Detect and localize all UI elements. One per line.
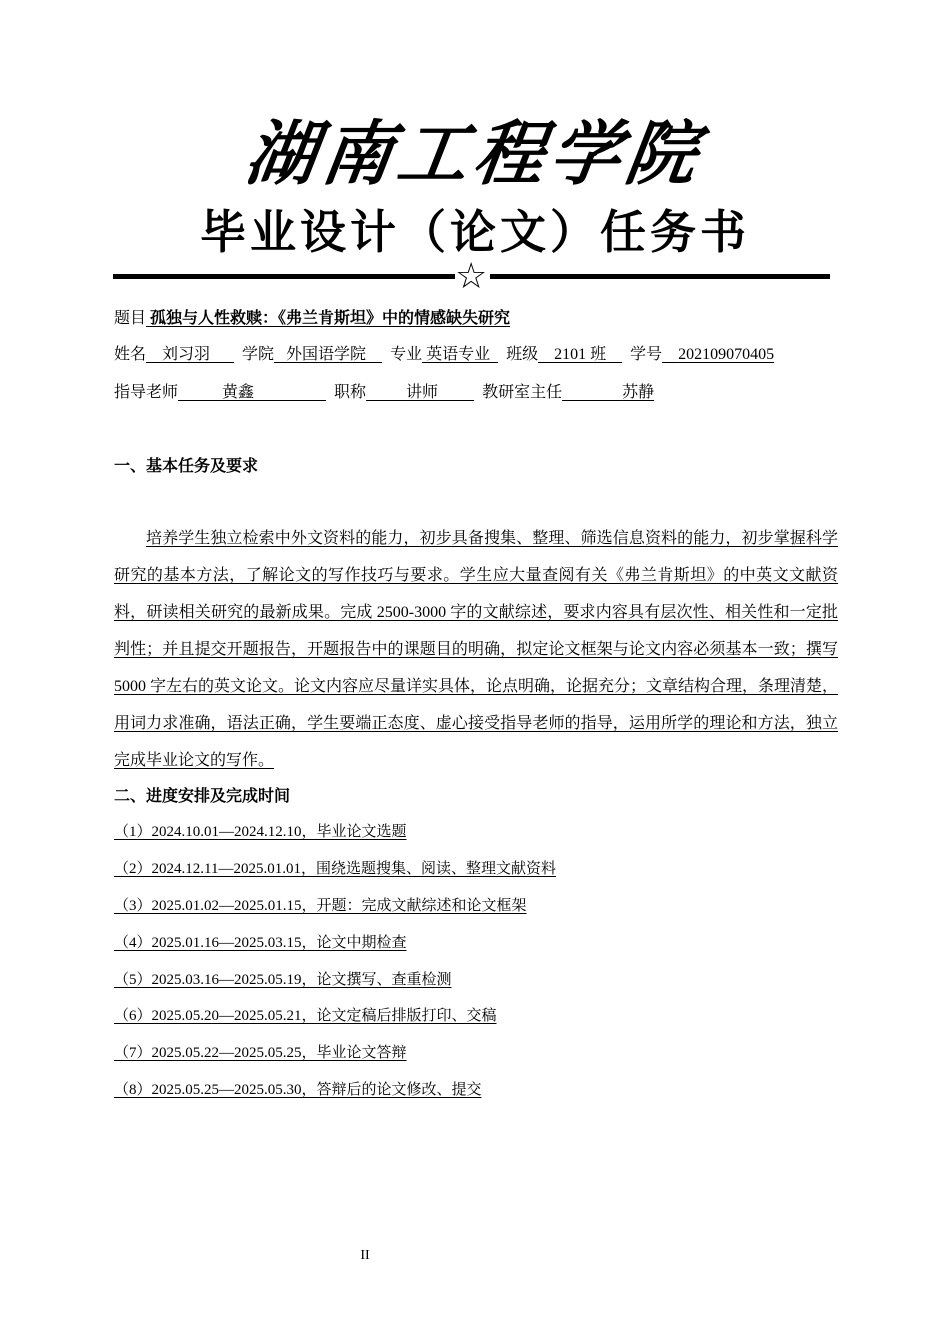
schedule-item: （7）2025.05.22—2025.05.25，毕业论文答辩	[114, 1045, 407, 1061]
name-label: 姓名	[114, 346, 147, 363]
school-logo: 湖南工程学院	[240, 117, 708, 194]
director-value: 苏静	[622, 384, 655, 401]
class-label: 班级	[506, 346, 539, 363]
schedule-item: （2）2024.12.11—2025.01.01，围绕选题搜集、阅读、整理文献资料	[114, 861, 556, 877]
schedule-item: （8）2025.05.25—2025.05.30，答辩后的论文修改、提交	[114, 1082, 482, 1098]
college-value: 外国语学院	[286, 346, 367, 363]
student-row	[114, 345, 774, 365]
class-value: 2101 班	[554, 346, 607, 363]
schedule-item: （4）2025.01.16—2025.03.15，论文中期检查	[114, 935, 407, 951]
advisor-row	[114, 383, 654, 403]
document-title: 毕业设计（论文）任务书	[200, 207, 750, 258]
title-divider-left	[113, 274, 455, 279]
rank-label: 职称	[334, 384, 367, 401]
major-value: 英语专业	[426, 346, 491, 363]
id-value: 202109070405	[678, 346, 775, 363]
schedule-item: （5）2025.03.16—2025.05.19，论文撰写、查重检测	[114, 972, 452, 988]
topic-label: 题目	[114, 310, 147, 327]
name-value: 刘习羽	[162, 346, 211, 363]
director-label: 教研室主任	[482, 384, 563, 401]
section2-heading: 二、进度安排及完成时间	[114, 788, 291, 805]
schedule-item: （6）2025.05.20—2025.05.21，论文定稿后排版打印、交稿	[114, 1008, 497, 1024]
schedule-item: （3）2025.01.02—2025.01.15，开题：完成文献综述和论文框架	[114, 898, 527, 914]
star-icon: ☆	[455, 256, 488, 296]
section1-heading: 一、基本任务及要求	[114, 458, 259, 475]
college-label: 学院	[242, 346, 275, 363]
major-label: 专业	[390, 346, 423, 363]
rank-value: 讲师	[406, 384, 439, 401]
advisor-label: 指导老师	[114, 384, 179, 401]
advisor-value: 黄鑫	[222, 384, 255, 401]
page-number: II	[360, 1248, 370, 1263]
topic-value: 孤独与人性救赎：《弗兰肯斯坦》中的情感缺失研究	[150, 310, 511, 327]
topic-row	[114, 309, 510, 329]
schedule-item: （1）2024.10.01—2024.12.10，毕业论文选题	[114, 824, 407, 840]
id-label: 学号	[630, 346, 663, 363]
section1-body: 培养学生独立检索中外文资料的能力，初步具备搜集、整理、筛选信息资料的能力，初步掌握科学研究的基本方法，了解论文的写作技巧与要求。学生应大量查阅有关《弗兰肯斯坦》的中英文文献资料，研读相关研究的最新成果。完成 2500-3000 字的文献综述，要求内容具有层次性、相关性和一定批判性；并且提交开题报告，开题报告中的课题目的明确，拟定论文框架与论文内容必须基本一致；撰写 5000 字左右的英文论文。论文内容应尽量详实具体，论点明确，论据充分；文章结构合理，条理清楚，用词力求准确，语法正确，学生要端正态度、虚心接受指导老师的指导，运用所学的理论和方法，独立完成毕业论文的写作。	[114, 530, 839, 769]
title-divider-right	[490, 274, 830, 279]
